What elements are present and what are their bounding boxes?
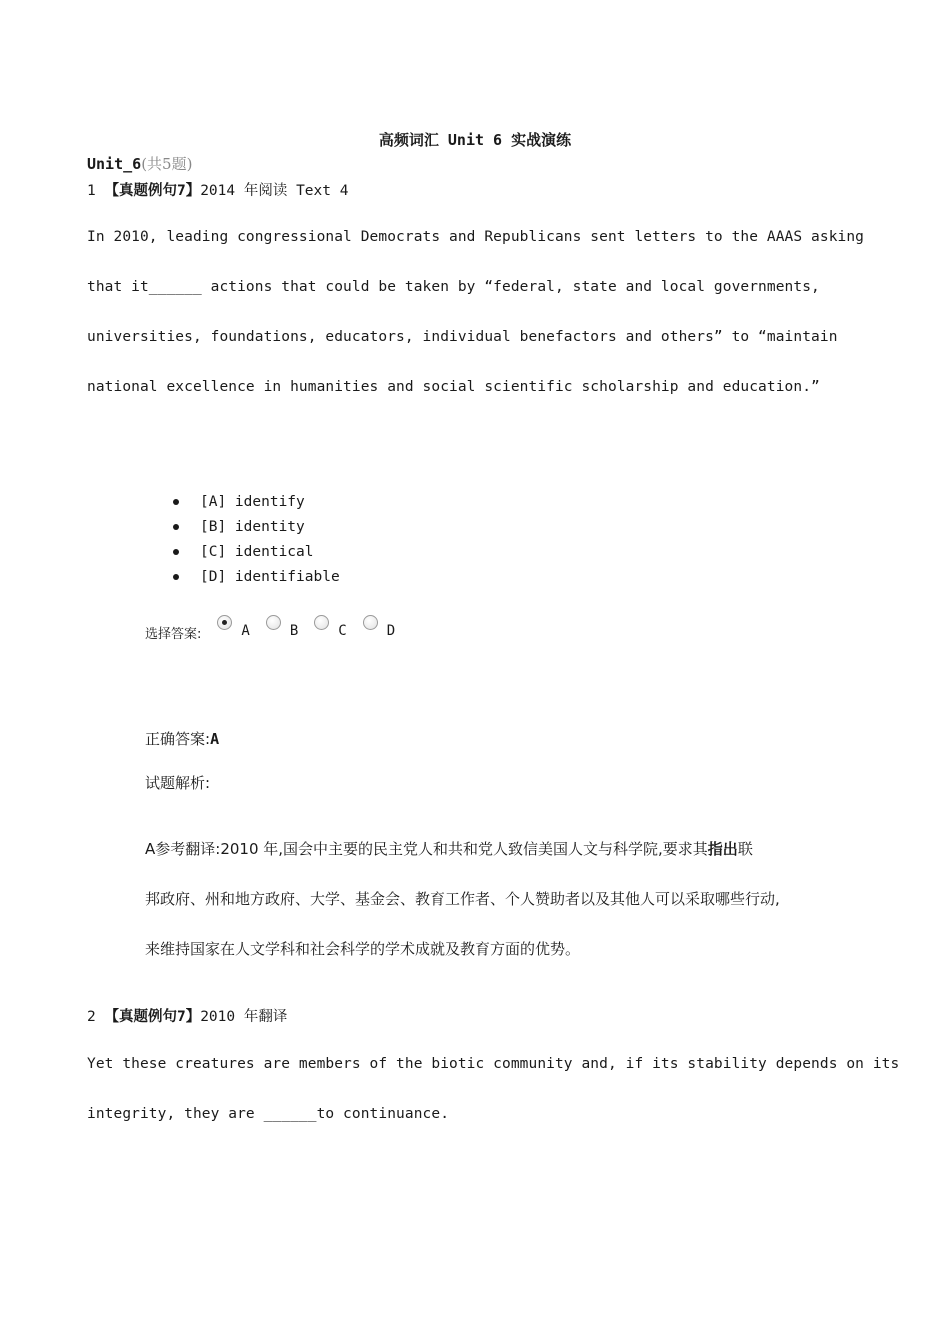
translation-line: 邦政府、州和地方政府、大学、基金会、教育工作者、个人赞助者以及其他人可以采取哪些行动, (145, 890, 780, 908)
radio-label-a: A (241, 623, 250, 639)
translation-text: 联 (737, 840, 753, 858)
translation-text: A参考翻译:2010 年,国会中主要的民主党人和共和党人致信美国人文与科学院,要求其 (145, 840, 708, 858)
answer-choice-a[interactable] (217, 613, 259, 639)
answer-choice-d[interactable] (363, 613, 405, 639)
option-d: [D] identifiable (172, 567, 340, 592)
correct-answer-value: A (210, 730, 220, 748)
option-a: [A] identify (172, 492, 340, 517)
radio-a[interactable] (217, 615, 232, 630)
translation-line: 来维持国家在人文学科和社会科学的学术成就及教育方面的优势。 (145, 940, 581, 958)
passage-line: In 2010, leading congressional Democrats and Republicans sent letters to the AAAS asking (87, 229, 865, 245)
radio-d[interactable] (363, 615, 378, 630)
question-number: 1 (87, 183, 96, 199)
question-source: 2010 年翻译 (200, 1009, 288, 1025)
correct-answer (145, 728, 219, 749)
answer-choice-b[interactable] (266, 613, 308, 639)
radio-b[interactable] (266, 615, 281, 630)
unit-name: Unit_6 (87, 155, 142, 173)
question-tag: 【真题例句7】 (104, 183, 201, 199)
answer-prompt: 选择答案: (145, 627, 202, 642)
radio-label-c: C (338, 623, 347, 639)
radio-c[interactable] (314, 615, 329, 630)
question-1-heading (87, 179, 348, 200)
question-count: (共5题) (141, 155, 193, 173)
radio-label-b: B (289, 623, 299, 639)
passage-line: universities, foundations, educators, individual benefactors and others” to “maintain (87, 329, 838, 345)
question-2-heading (87, 1005, 287, 1026)
option-c: [C] identical (172, 542, 340, 567)
translation-line (145, 838, 753, 859)
radio-label-d: D (386, 623, 396, 639)
question-source: 2014 年阅读 Text 4 (200, 183, 349, 199)
translation-highlight: 指出 (707, 840, 738, 858)
document-title: 高频词汇 Unit 6 实战演练 (378, 131, 572, 149)
passage-line: Yet these creatures are members of the biotic community and, if its stability depends on its (87, 1056, 900, 1072)
answer-selector (145, 613, 411, 642)
analysis-label: 试题解析: (145, 774, 211, 792)
passage-line: integrity, they are ______to continuance. (87, 1106, 450, 1122)
unit-heading (87, 153, 192, 174)
options-list (172, 492, 340, 592)
question-tag: 【真题例句7】 (104, 1009, 201, 1025)
correct-answer-label: 正确答案: (145, 730, 211, 748)
passage-line: that it______ actions that could be taken by “federal, state and local governments, (87, 279, 820, 295)
option-b: [B] identity (172, 517, 340, 542)
question-number: 2 (87, 1009, 96, 1025)
passage-line: national excellence in humanities and social scientific scholarship and education.” (87, 379, 820, 395)
answer-choice-c[interactable] (314, 613, 356, 639)
